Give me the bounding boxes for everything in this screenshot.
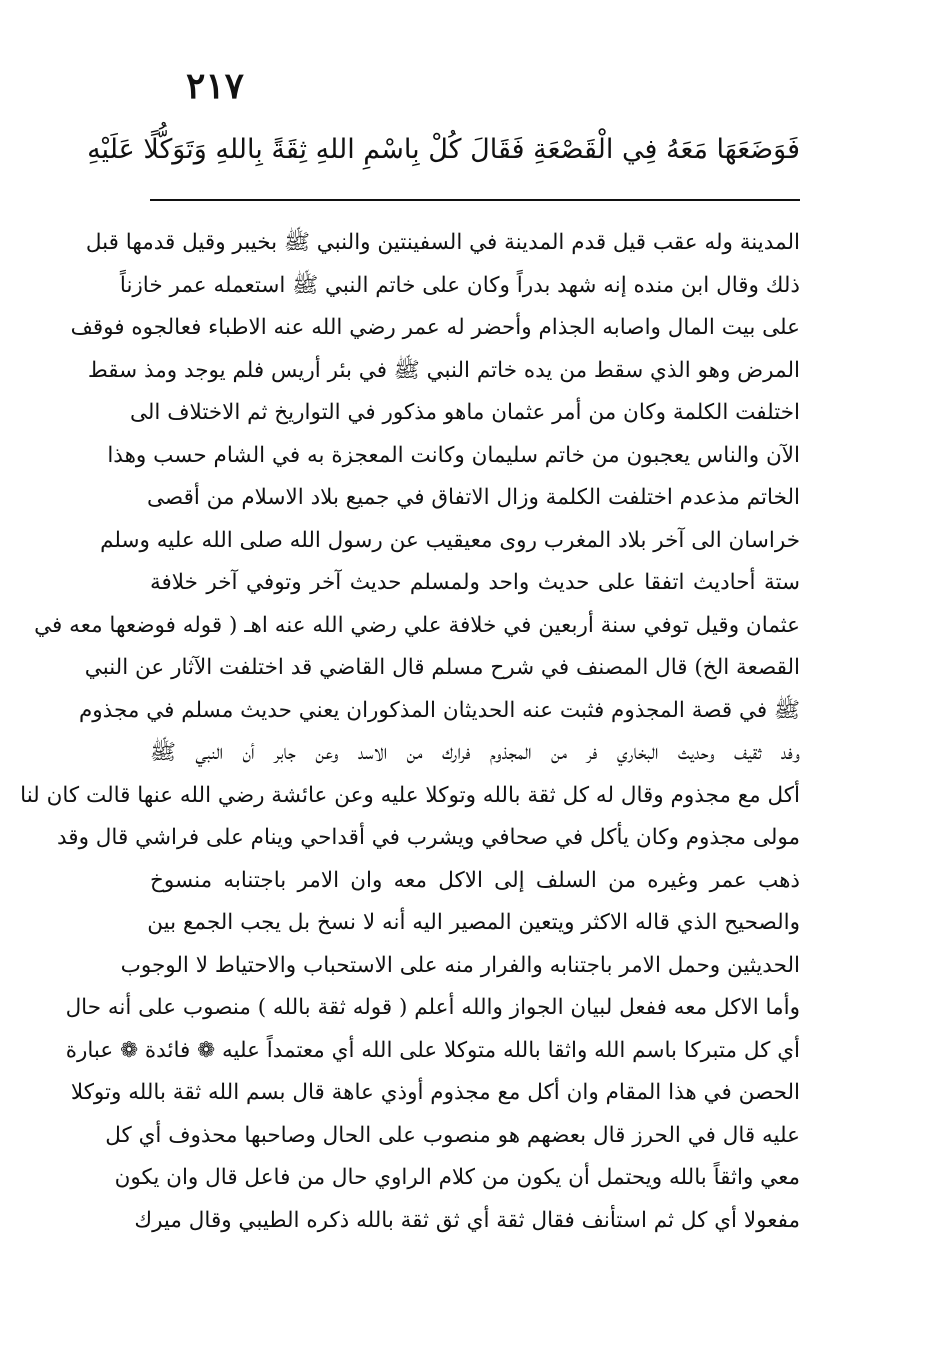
- text-line: ذهب عمر وغيره من السلف إلى الاكل معه وان الامر باجتنابه منسوخ: [150, 867, 800, 893]
- text-line: وفد ثقيف وحديث البخاري فر من المجذوم فرارك من الاسد وعن جابر أن النبي ﷺ: [150, 740, 800, 765]
- text-line: ستة أحاديث اتفقا على حديث واحد ولمسلم حديث آخر وتوفي آخر خلافة: [150, 570, 800, 595]
- text-line: المدينة وله عقب قيل قدم المدينة في السفينتين والنبي ﷺ بخيبر وقيل قدمها قبل: [85, 230, 800, 255]
- commentary-text: [20, 222, 800, 1242]
- text-line: والصحيح الذي قاله الاكثر ويتعين المصير اليه أنه لا نسخ بل يجب الجمع بين: [147, 910, 800, 935]
- text-line: عثمان وقيل توفي سنة أربعين في خلافة علي رضي الله عنه اهـ ( قوله فوضعها معه في: [34, 612, 800, 638]
- page-number: ٢١٧: [186, 65, 245, 107]
- text-line: خراسان الى آخر بلاد المغرب روى معيقيب عن رسول الله صلى الله عليه وسلم: [100, 527, 800, 553]
- text-line: الحصن في هذا المقام وان أكل مع مجذوم أوذي عاهة قال بسم الله ثقة بالله وتوكلا: [70, 1080, 800, 1105]
- text-line: مفعولا أي كل ثم استأنف فقال ثقة أي ثق ثقة بالله ذكره الطيبي وقال ميرك: [134, 1207, 800, 1233]
- text-line: أكل مع مجذوم وقال له كل ثقة بالله وتوكلا عليه وعن عائشة رضي الله عنها قالت كان لنا: [20, 782, 800, 808]
- text-line: مولى مجذوم وكان يأكل في صحافي ويشرب في أقداحي وينام على فراشي قال وقد: [57, 825, 800, 850]
- text-line: على بيت المال واصابه الجذام وأحضر له عمر رضي الله عنه الاطباء فعالجوه فوقف: [70, 315, 800, 340]
- text-line: أي كل متبركا باسم الله واثقا بالله متوكلا على الله أي معتمداً عليه ❁ فائدة ❁ عبارة: [65, 1037, 800, 1063]
- text-line: ذلك وقال ابن منده إنه شهد بدراً وكان على خاتم النبي ﷺ استعمله عمر خازناً: [119, 272, 800, 298]
- text-line: المرض وهو الذي سقط من يده خاتم النبي ﷺ في بئر أريس فلم يوجد ومذ سقط: [87, 357, 800, 383]
- text-line: الحديثين وحمل الامر باجتنابه والفرار منه على الاستحباب والاحتياط لا الوجوب: [120, 952, 800, 978]
- text-line: ﷺ في قصة المجذوم فثبت عنه الحديثان المذكوران يعني حديث مسلم في مجذوم: [78, 697, 800, 723]
- text-line: وأما الاكل معه ففعل لبيان الجواز والله أعلم ( قوله ثقة بالله ) منصوب على أنه حال: [65, 995, 800, 1020]
- text-line: الخاتم مذعدم اختلفت الكلمة وزال الاتفاق في جميع بلاد الاسلام من أقصى: [147, 485, 800, 510]
- text-line: عليه قال في الحرز قال بعضهم هو منصوب على الحال وصاحبها محذوف أي كل: [105, 1122, 800, 1148]
- text-line: الآن والناس يعجبون من خاتم سليمان وكانت المعجزة به في الشام حسب وهذا: [107, 442, 800, 468]
- text-line: القصعة الخ) قال المصنف في شرح مسلم قال القاضي قد اختلفت الآثار عن النبي: [84, 655, 800, 680]
- text-line: معي واثقاً بالله ويحتمل أن يكون من كلام الراوي حال من فاعل قال وان يكون: [114, 1165, 800, 1190]
- separator-rule: [150, 199, 800, 201]
- text-line: اختلفت الكلمة وكان من أمر عثمان ماهو مذكور في التواريخ ثم الاختلاف الى: [129, 400, 800, 425]
- hadith-matn-line: فَوَضَعَهَا مَعَهُ فِي الْقَصْعَةِ فَقَالَ كُلْ بِاسْمِ اللهِ ثِقَةً بِاللهِ وَتَوَكُّلًا عَلَيْهِ: [87, 134, 800, 165]
